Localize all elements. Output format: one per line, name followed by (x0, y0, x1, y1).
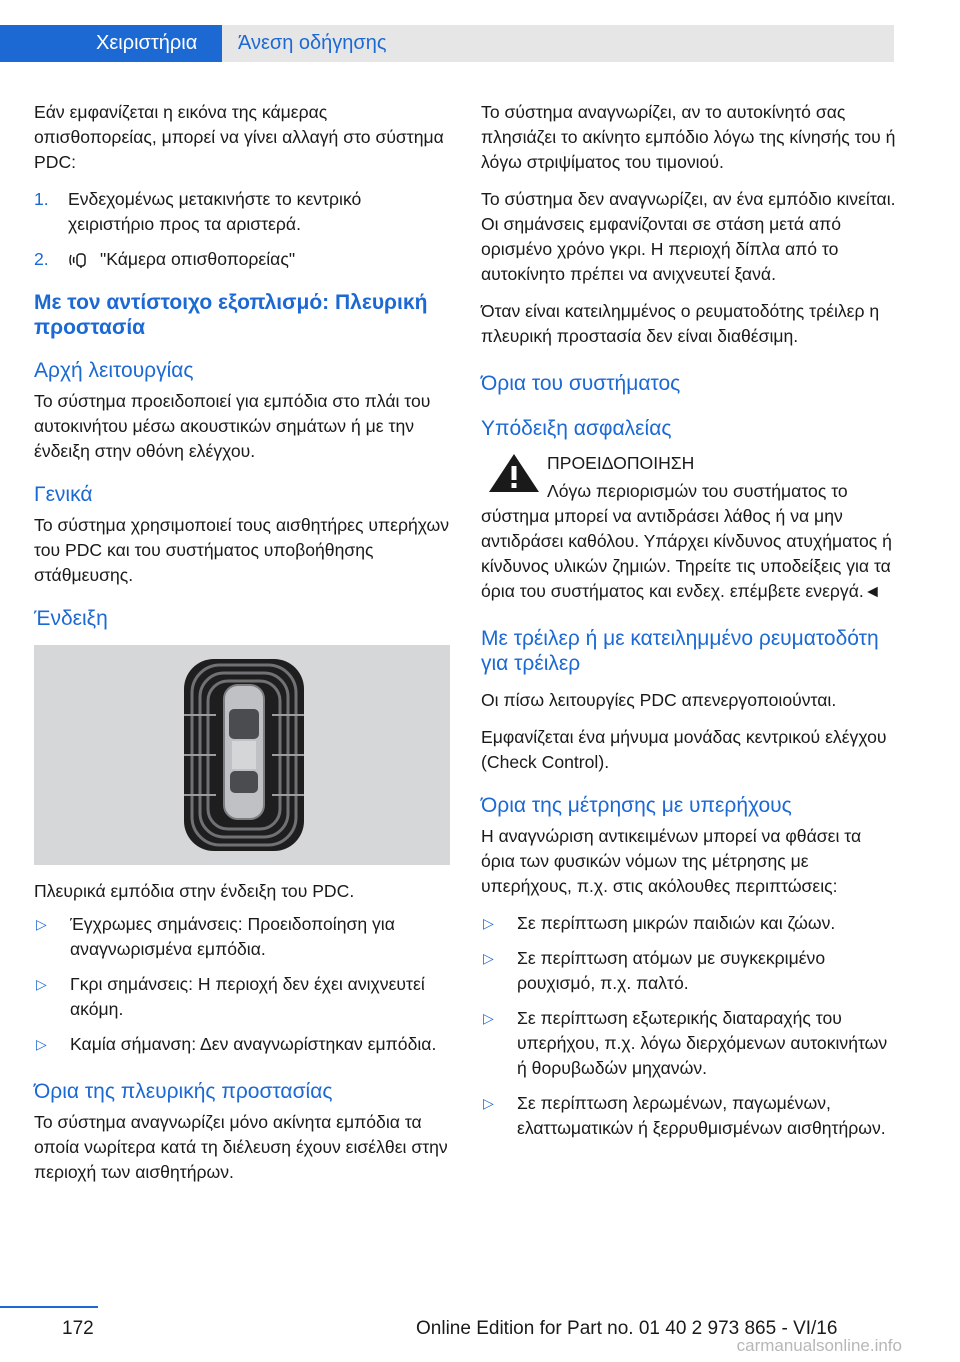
list-item (34, 912, 450, 962)
chapter-tab[interactable]: Χειριστήρια (0, 25, 222, 62)
step-text: Ενδεχομένως μετακινήστε το κεντρικό χειριστήριο προς τα αριστερά. (68, 189, 362, 234)
warning-title: ΠΡΟΕΙΔΟΠΟΙΗΣΗ (547, 453, 695, 473)
pdc-sensor-icon (68, 251, 90, 269)
list-item-text: Έγχρωμες σημάνσεις: Προειδοποίηση για αναγνωρισμένα εμπόδια. (70, 914, 395, 959)
triangle-right-icon: ▷ (36, 976, 47, 992)
heading-system-limits: Όρια του συστήματος (481, 372, 681, 395)
list-item (481, 1006, 897, 1081)
list-item-text: Γκρι σημάνσεις: Η περιοχή δεν έχει ανιχνευτεί ακόμη. (70, 974, 425, 1019)
triangle-right-icon: ▷ (483, 1095, 494, 1111)
page-header (0, 0, 960, 62)
heading-general: Γενικά (34, 483, 93, 506)
list-item (481, 946, 897, 996)
step-text (68, 247, 450, 272)
left-column (34, 100, 450, 1197)
triangle-right-icon: ▷ (483, 1010, 494, 1026)
ultrasound-bullets (481, 911, 897, 1141)
footer-rule (0, 1306, 98, 1308)
warning-box (481, 451, 897, 604)
intro-paragraph: Εάν εμφανίζεται η εικόνα της κάμερας οπισθοπορείας, μπορεί να γίνει αλλαγή στο σύστημα PDC: (34, 102, 444, 172)
list-item-text: Σε περίπτωση λερωμένων, παγωμένων, ελαττωματικών ή ξερρυθμισμένων αισθητήρων. (517, 1093, 886, 1138)
heading-safety: Υπόδειξη ασφαλείας (481, 417, 672, 440)
trailer-paragraph-1: Οι πίσω λειτουργίες PDC απενεργοποιούνται. (481, 690, 837, 710)
ultrasound-paragraph: Η αναγνώριση αντικειμένων μπορεί να φθάσει τα όρια των φυσικών νόμων της μέτρησης με υπερήχους, π.χ. στις ακόλουθες περιπτώσεις: (481, 826, 862, 896)
list-item (34, 972, 450, 1022)
heading-principle: Αρχή λειτουργίας (34, 359, 194, 382)
step-number: 1. (34, 189, 49, 209)
section-tab[interactable]: Άνεση οδήγησης (222, 25, 894, 62)
warning-text: Λόγω περιορισμών του συστήματος το σύστημα μπορεί να αντιδράσει λάθος ή να μην αντιδράσει καθόλου. Υπάρχει κίνδυνος ατυχήματος ή κίνδυνος υλικών ζημιών. Τηρείτε τις υποδείξεις για τα όρια του συστήματος και ενδεχ. επέμβετε ενεργά.◄ (481, 481, 892, 601)
display-bullets (34, 912, 450, 1057)
triangle-right-icon: ▷ (483, 915, 494, 931)
heading-ultrasound-limits: Όρια της μέτρησης με υπερήχους (481, 794, 792, 817)
triangle-right-icon: ▷ (36, 1036, 47, 1052)
heading-display: Ένδειξη (34, 607, 108, 630)
list-item-text: Καμία σήμανση: Δεν αναγνωρίστηκαν εμπόδια. (70, 1034, 437, 1054)
watermark-text: carmanualsonline.info (736, 1336, 902, 1355)
side-limits-paragraph: Το σύστημα αναγνωρίζει μόνο ακίνητα εμπόδια τα οποία νωρίτερα κατά τη διέλευση έχουν εισέλθει στην περιοχή των αισθητήρων. (34, 1112, 448, 1182)
right-paragraph-1: Το σύστημα αναγνωρίζει, αν το αυτοκίνητό σας πλησιάζει το ακίνητο εμπόδιο λόγω της κίνησής του ή λόγω στριψίματος του τιμονιού. (481, 102, 896, 172)
image-caption: Πλευρικά εμπόδια στην ένδειξη του PDC. (34, 881, 355, 901)
triangle-right-icon: ▷ (483, 950, 494, 966)
step-number: 2. (34, 249, 49, 269)
right-paragraph-2: Το σύστημα δεν αναγνωρίζει, αν ένα εμπόδιο κινείται. Οι σημάνσεις εμφανίζονται σε στάση μετά από ορισμένο χρόνο γκρι. Η περιοχή δίπλα από το αυτοκίνητο πρέπει να ανιχνευτεί ξανά. (481, 189, 896, 284)
general-paragraph: Το σύστημα χρησιμοποιεί τους αισθητήρες υπερήχων του PDC και του συστήματος υποβοήθησης στάθμευσης. (34, 515, 450, 585)
step-item (34, 247, 450, 272)
principle-paragraph: Το σύστημα προειδοποιεί για εμπόδια στο πλάι του αυτοκινήτου μέσω ακουστικών σημάτων ή με την ένδειξη στην οθόνη ελέγχου. (34, 391, 431, 461)
list-item-text: Σε περίπτωση ατόμων με συγκεκριμένο ρουχισμό, π.χ. παλτό. (517, 948, 826, 993)
warning-triangle-icon (481, 451, 547, 495)
list-item (34, 1032, 450, 1057)
steps-list (34, 187, 450, 272)
right-paragraph-3: Όταν είναι κατειλημμένος ο ρευματοδότης τρέιλερ η πλευρική προστασία δεν είναι διαθέσιμη. (481, 301, 880, 346)
car-top-view-illustration (34, 645, 450, 865)
heading-side-protection: Με τον αντίστοιχο εξοπλισμό: Πλευρική προστασία (34, 291, 428, 339)
list-item (481, 911, 897, 936)
right-column (481, 100, 897, 1153)
trailer-paragraph-2: Εμφανίζεται ένα μήνυμα μονάδας κεντρικού ελέγχου (Check Control). (481, 727, 887, 772)
heading-trailer: Με τρέιλερ ή με κατειλημμένο ρευματοδότη για τρέιλερ (481, 627, 879, 675)
heading-side-limits: Όρια της πλευρικής προστασίας (34, 1080, 333, 1103)
pdc-display-image (34, 645, 450, 865)
step-text-label: "Κάμερα οπισθοπορείας" (100, 249, 296, 269)
list-item-text: Σε περίπτωση εξωτερικής διαταραχής του υπερήχου, π.χ. λόγω διερχόμενων αυτοκινήτων ή θορυβωδών μηχανών. (517, 1008, 888, 1078)
list-item (481, 1091, 897, 1141)
step-item (34, 187, 450, 237)
triangle-right-icon: ▷ (36, 916, 47, 932)
edition-note: Online Edition for Part no. 01 40 2 973 865 - VI/16 (416, 1318, 838, 1339)
page-number: 172 (62, 1318, 94, 1339)
list-item-text: Σε περίπτωση μικρών παιδιών και ζώων. (517, 913, 836, 933)
